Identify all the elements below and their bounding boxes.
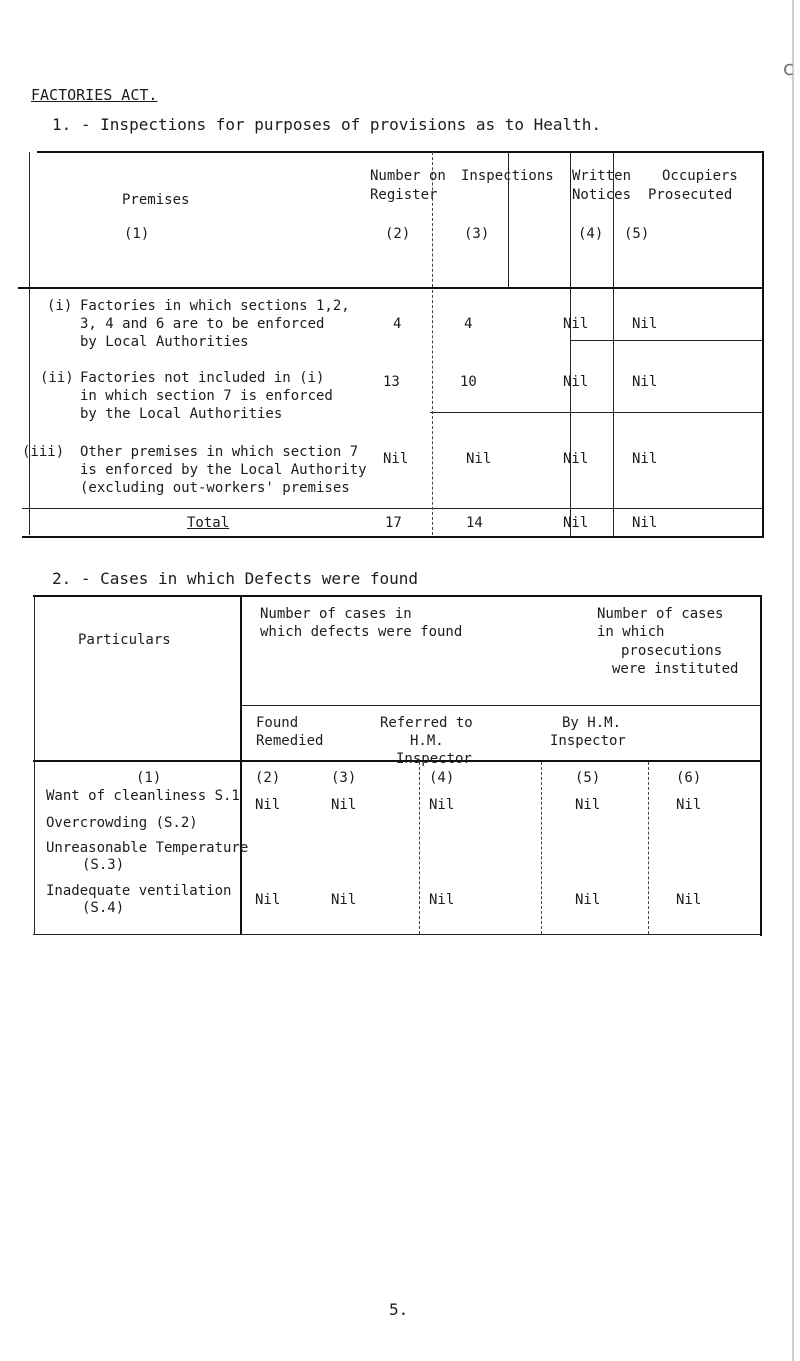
row-description: Other premises in which section 7 — [80, 444, 359, 460]
particular-label-ref: (S.4) — [82, 900, 125, 916]
table-rule — [37, 151, 764, 153]
row-number: (iii) — [22, 444, 65, 460]
cell-inspections: 10 — [460, 374, 477, 390]
row-description: 3, 4 and 6 are to be enforced — [80, 316, 325, 332]
header-found: Found — [256, 715, 299, 731]
header-by-hm: By H.M. — [562, 715, 622, 731]
header-prosecutions: in which — [597, 624, 665, 640]
total-notices: Nil — [563, 515, 589, 531]
header-inspections-num: (3) — [464, 226, 490, 242]
particular-label: Unreasonable Temperature — [46, 840, 249, 856]
cell-remedied: Nil — [331, 892, 357, 908]
cell-found: Nil — [255, 797, 281, 813]
header-occupiers-num: (5) — [624, 226, 650, 242]
column-divider — [419, 762, 421, 934]
header-written-num: (4) — [578, 226, 604, 242]
row-description: Factories not included in (i) — [80, 370, 325, 386]
header-referred: Inspector — [396, 751, 472, 767]
cell-prosecuted: Nil — [632, 451, 658, 467]
cell-register: 13 — [383, 374, 400, 390]
table-border — [34, 596, 35, 934]
header-prosecutions: Number of cases — [597, 606, 724, 622]
column-number: (5) — [575, 770, 601, 786]
column-divider — [648, 762, 650, 934]
cell-referred-by-hm: Nil — [575, 797, 601, 813]
column-divider — [613, 152, 614, 536]
cell-referred-by-hm: Nil — [575, 892, 601, 908]
row-number: (i) — [47, 298, 73, 314]
column-divider — [240, 596, 242, 934]
column-number: (1) — [136, 770, 162, 786]
header-register: Number on — [370, 168, 446, 184]
header-register: Register — [370, 187, 438, 203]
particular-label: Want of cleanliness S.1 — [46, 788, 240, 804]
header-register-num: (2) — [385, 226, 411, 242]
particular-label: Inadequate ventilation — [46, 883, 232, 899]
table-rule — [570, 340, 764, 341]
cell-referred-hm: Nil — [429, 797, 455, 813]
header-prosecutions: prosecutions — [621, 643, 723, 659]
header-occupiers: Occupiers — [662, 168, 738, 184]
cell-prosecutions: Nil — [676, 797, 702, 813]
cell-inspections: 4 — [464, 316, 473, 332]
table-rule — [22, 508, 764, 509]
cell-register: Nil — [383, 451, 409, 467]
column-number: (6) — [676, 770, 702, 786]
header-premises: Premises — [122, 192, 190, 208]
header-referred: Referred to — [380, 715, 473, 731]
cell-notices: Nil — [563, 451, 589, 467]
row-description: in which section 7 is enforced — [80, 388, 333, 404]
corner-mark: c — [783, 56, 794, 80]
particular-label: Overcrowding (S.2) — [46, 815, 198, 831]
table-border — [29, 152, 30, 535]
cell-register: 4 — [393, 316, 402, 332]
header-occupiers: Prosecuted — [648, 187, 733, 203]
cell-found: Nil — [255, 892, 281, 908]
header-particulars: Particulars — [78, 632, 171, 648]
cell-notices: Nil — [563, 374, 589, 390]
table-rule — [33, 934, 762, 935]
column-divider — [432, 290, 434, 535]
row-description: Factories in which sections 1,2, — [80, 298, 350, 314]
section-heading-defects: 2. - Cases in which Defects were found — [52, 569, 419, 588]
total-inspections: 14 — [466, 515, 483, 531]
section-heading-inspections: 1. - Inspections for purposes of provisions as to Health. — [52, 115, 602, 134]
table-rule — [240, 705, 762, 706]
table-rule — [22, 536, 764, 538]
total-prosecuted: Nil — [632, 515, 658, 531]
header-defects-found: which defects were found — [260, 624, 463, 640]
cell-prosecutions: Nil — [676, 892, 702, 908]
column-number: (3) — [331, 770, 357, 786]
table-border — [760, 596, 762, 936]
table-rule — [18, 287, 764, 289]
header-prosecutions: were instituted — [612, 661, 739, 677]
header-premises-num: (1) — [124, 226, 150, 242]
row-description: (excluding out-workers' premises — [80, 480, 350, 496]
row-description: by the Local Authorities — [80, 406, 283, 422]
header-written-notices: Notices — [572, 187, 632, 203]
column-number: (2) — [255, 770, 281, 786]
header-by-hm: Inspector — [550, 733, 626, 749]
row-number: (ii) — [40, 370, 74, 386]
page-title: FACTORIES ACT. — [31, 86, 158, 104]
cell-inspections: Nil — [466, 451, 492, 467]
table-rule — [33, 595, 762, 597]
table-rule — [430, 412, 764, 413]
cell-referred-hm: Nil — [429, 892, 455, 908]
header-defects-found: Number of cases in — [260, 606, 412, 622]
page-number: 5. — [389, 1300, 409, 1319]
cell-prosecuted: Nil — [632, 374, 658, 390]
page-edge-shadow — [792, 0, 794, 1361]
column-divider — [570, 152, 571, 536]
header-inspections: Inspections — [461, 168, 554, 184]
header-written-notices: Written — [572, 168, 632, 184]
column-number: (4) — [429, 770, 455, 786]
cell-remedied: Nil — [331, 797, 357, 813]
cell-prosecuted: Nil — [632, 316, 658, 332]
table-border — [762, 152, 764, 536]
column-divider — [541, 762, 543, 934]
total-label: Total — [187, 515, 230, 531]
row-description: by Local Authorities — [80, 334, 249, 350]
total-register: 17 — [385, 515, 402, 531]
header-remedied: Remedied — [256, 733, 324, 749]
particular-label-ref: (S.3) — [82, 857, 125, 873]
row-description: is enforced by the Local Authority — [80, 462, 367, 478]
cell-notices: Nil — [563, 316, 589, 332]
header-referred: H.M. — [410, 733, 444, 749]
